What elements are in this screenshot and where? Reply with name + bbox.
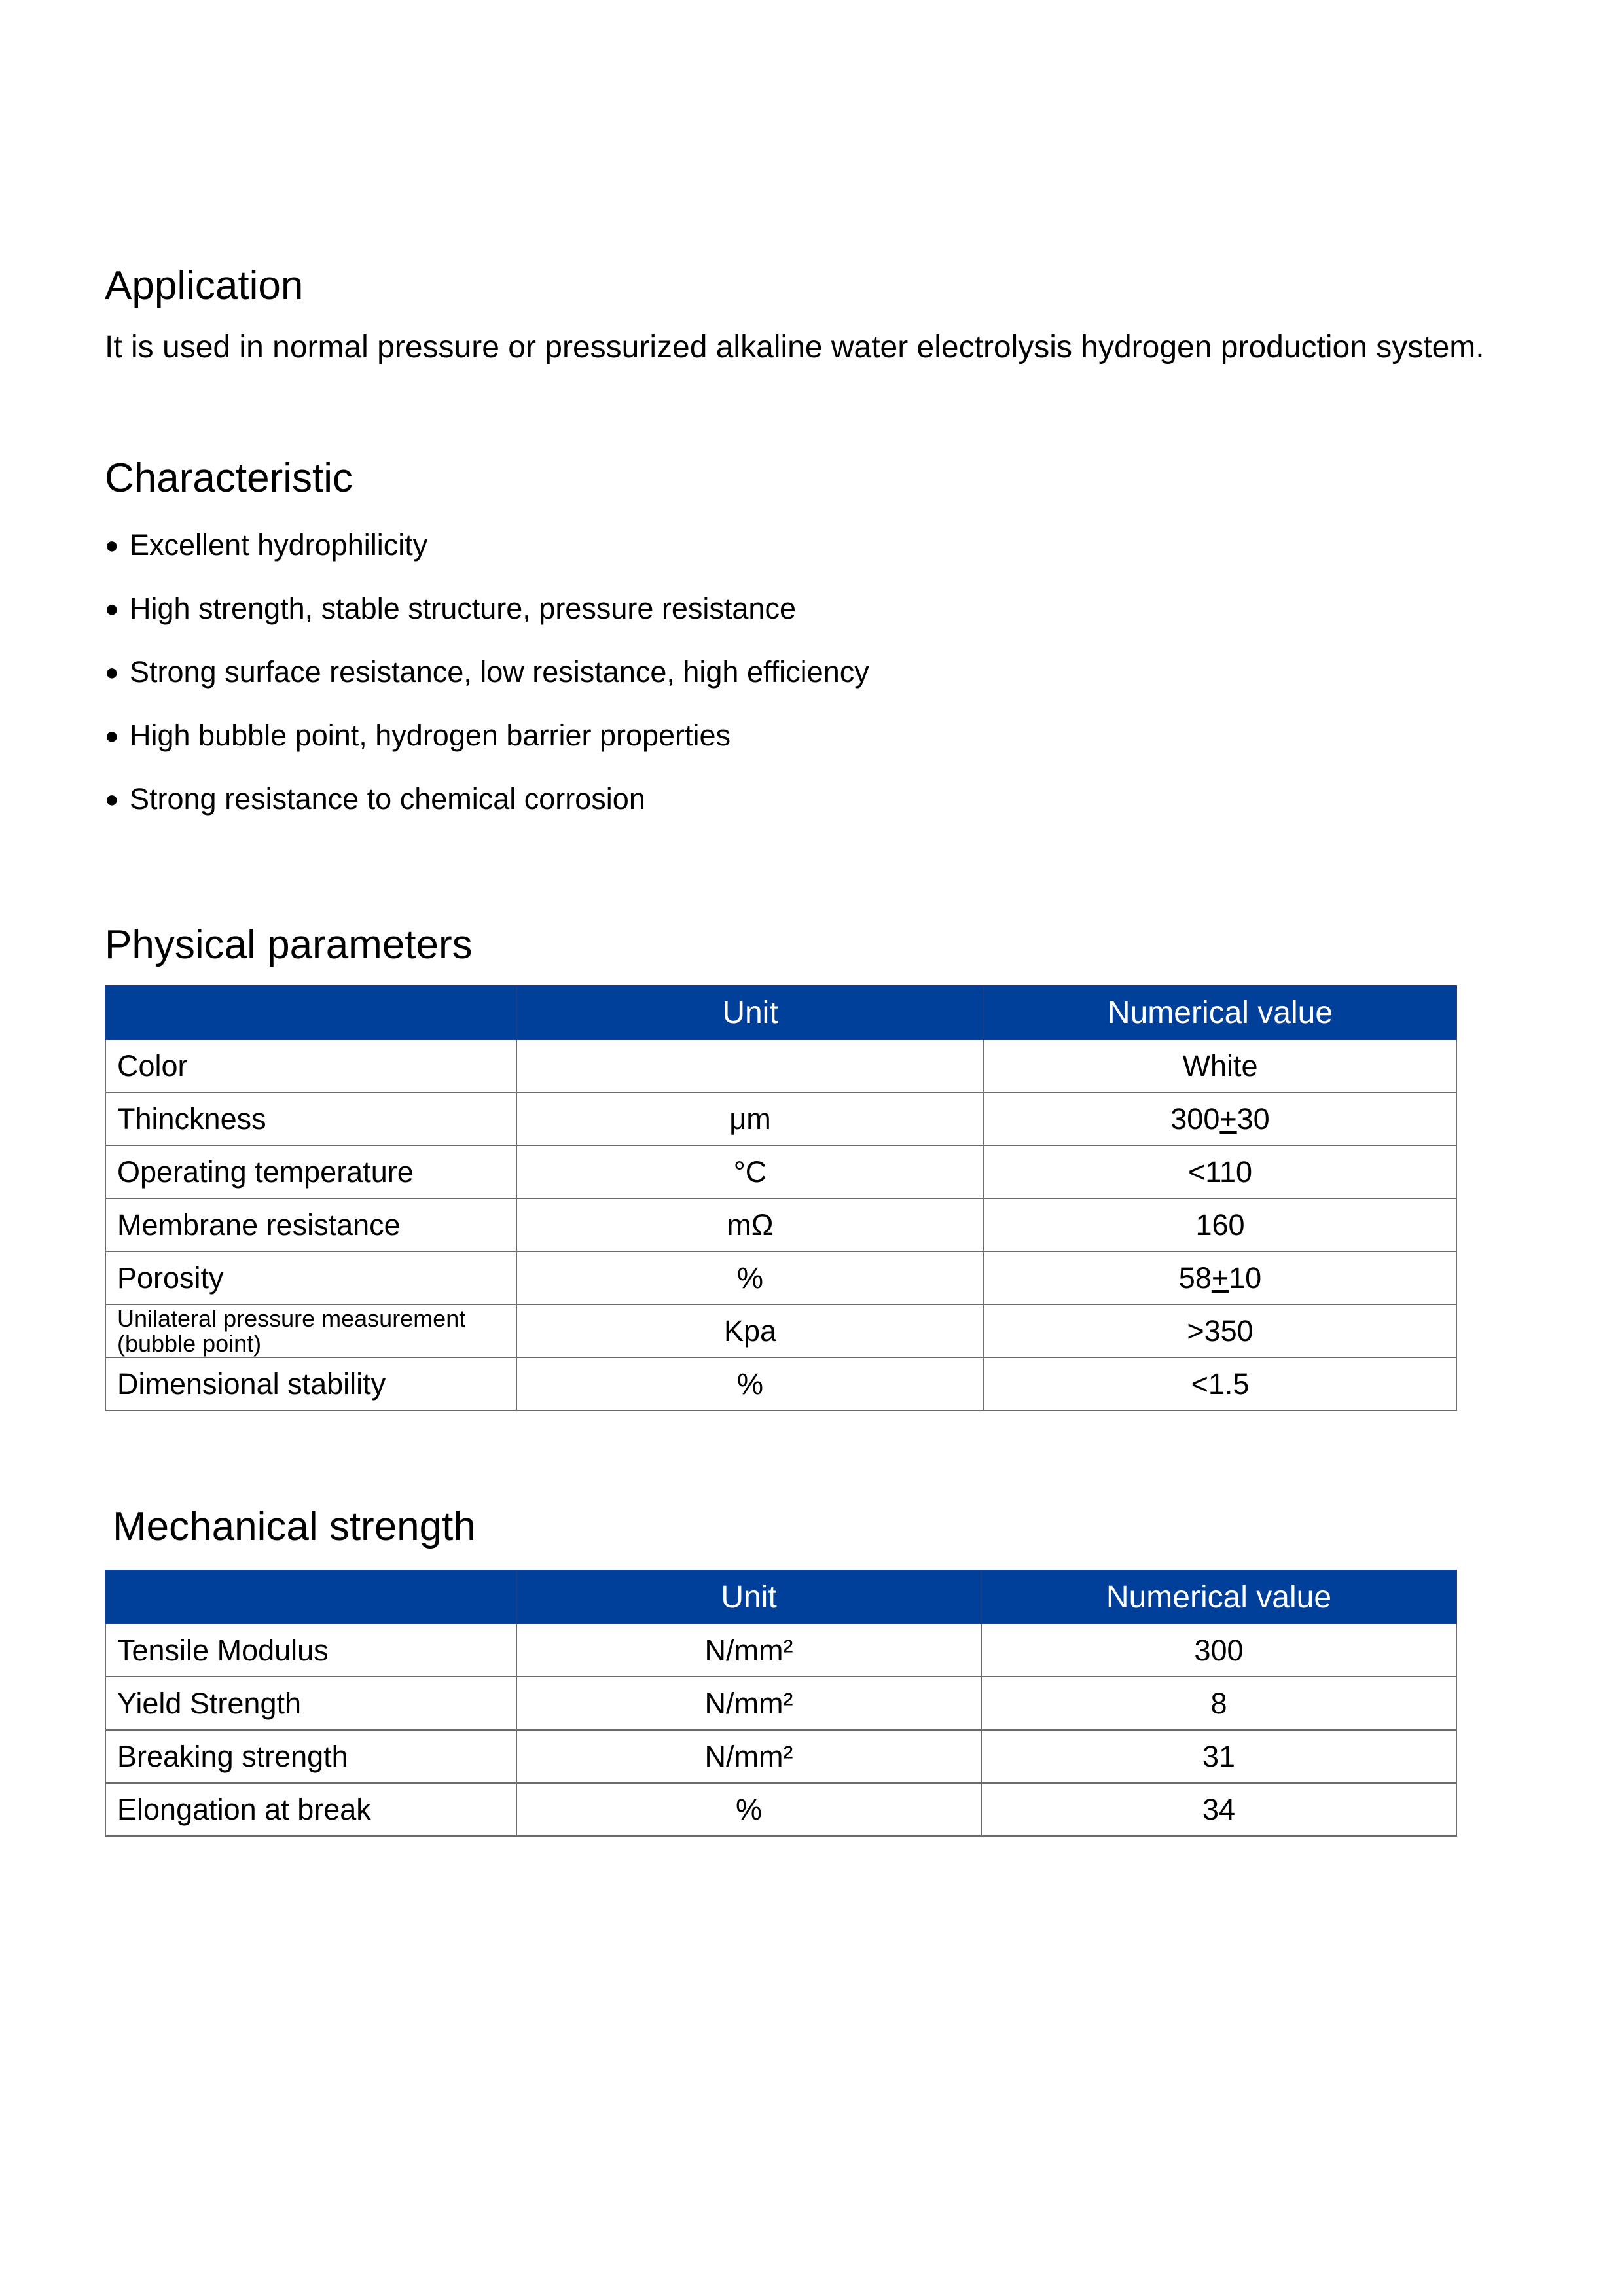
- row-value: 300+30: [984, 1092, 1456, 1145]
- application-text: It is used in normal pressure or pressurized alkaline water electrolysis hydrogen production system.: [105, 330, 1485, 365]
- row-unit: %: [516, 1251, 984, 1304]
- row-unit: N/mm²: [516, 1624, 981, 1677]
- row-unit: °C: [516, 1145, 984, 1198]
- list-item: [105, 654, 869, 717]
- physical-title: Physical parameters: [105, 922, 473, 967]
- physical-parameters-table: [105, 985, 1457, 1411]
- bullet-icon: ●: [105, 785, 119, 812]
- row-name: Unilateral pressure measurement (bubble point): [105, 1304, 516, 1357]
- row-unit: %: [516, 1783, 981, 1836]
- list-item: [105, 527, 869, 590]
- row-unit: [516, 1039, 984, 1092]
- row-name: Tensile Modulus: [105, 1624, 516, 1677]
- list-item: [105, 781, 869, 844]
- bullet-icon: ●: [105, 595, 119, 622]
- list-item: [105, 717, 869, 781]
- row-unit: mΩ: [516, 1198, 984, 1251]
- column-header-value: Numerical value: [981, 1570, 1456, 1624]
- table-header-row: [105, 986, 1456, 1039]
- list-item-text: Strong resistance to chemical corrosion: [130, 782, 645, 816]
- table-row: [105, 1304, 1456, 1357]
- column-header-unit: Unit: [516, 1570, 981, 1624]
- bullet-icon: ●: [105, 658, 119, 685]
- table-row: [105, 1624, 1456, 1677]
- characteristic-list: [105, 527, 869, 844]
- list-item-text: High strength, stable structure, pressure resistance: [130, 592, 796, 625]
- row-value: <110: [984, 1145, 1456, 1198]
- row-value: 8: [981, 1677, 1456, 1730]
- bullet-icon: ●: [105, 531, 119, 558]
- table-row: [105, 1145, 1456, 1198]
- row-value: 160: [984, 1198, 1456, 1251]
- list-item: [105, 590, 869, 654]
- row-unit: %: [516, 1357, 984, 1410]
- row-value: 300: [981, 1624, 1456, 1677]
- column-header-unit: Unit: [516, 986, 984, 1039]
- table-row: [105, 1357, 1456, 1410]
- row-unit: N/mm²: [516, 1730, 981, 1783]
- column-header-name: [105, 986, 516, 1039]
- list-item-text: High bubble point, hydrogen barrier properties: [130, 719, 731, 752]
- bullet-icon: ●: [105, 722, 119, 749]
- row-value: White: [984, 1039, 1456, 1092]
- list-item-text: Excellent hydrophilicity: [130, 528, 428, 562]
- plus-minus-sign: +: [1211, 1261, 1229, 1295]
- mechanical-strength-table: [105, 1570, 1457, 1837]
- application-title: Application: [105, 263, 304, 308]
- row-name: Elongation at break: [105, 1783, 516, 1836]
- row-name: Yield Strength: [105, 1677, 516, 1730]
- row-unit: Kpa: [516, 1304, 984, 1357]
- characteristic-title: Characteristic: [105, 456, 353, 501]
- row-name: Color: [105, 1039, 516, 1092]
- row-name: Operating temperature: [105, 1145, 516, 1198]
- plus-minus-sign: +: [1219, 1102, 1237, 1136]
- list-item-text: Strong surface resistance, low resistance, high efficiency: [130, 655, 869, 689]
- row-value: 31: [981, 1730, 1456, 1783]
- row-name: Breaking strength: [105, 1730, 516, 1783]
- row-name: Thinckness: [105, 1092, 516, 1145]
- row-name: Membrane resistance: [105, 1198, 516, 1251]
- row-unit: μm: [516, 1092, 984, 1145]
- row-value: 34: [981, 1783, 1456, 1836]
- row-value: 58+10: [984, 1251, 1456, 1304]
- mechanical-title: Mechanical strength: [113, 1504, 476, 1549]
- row-name: Dimensional stability: [105, 1357, 516, 1410]
- row-value: >350: [984, 1304, 1456, 1357]
- column-header-value: Numerical value: [984, 986, 1456, 1039]
- column-header-name: [105, 1570, 516, 1624]
- table-row: [105, 1730, 1456, 1783]
- table-row: [105, 1251, 1456, 1304]
- table-row: [105, 1039, 1456, 1092]
- table-header-row: [105, 1570, 1456, 1624]
- row-unit: N/mm²: [516, 1677, 981, 1730]
- row-name: Porosity: [105, 1251, 516, 1304]
- table-row: [105, 1677, 1456, 1730]
- table-row: [105, 1092, 1456, 1145]
- table-row: [105, 1783, 1456, 1836]
- table-row: [105, 1198, 1456, 1251]
- row-value: <1.5: [984, 1357, 1456, 1410]
